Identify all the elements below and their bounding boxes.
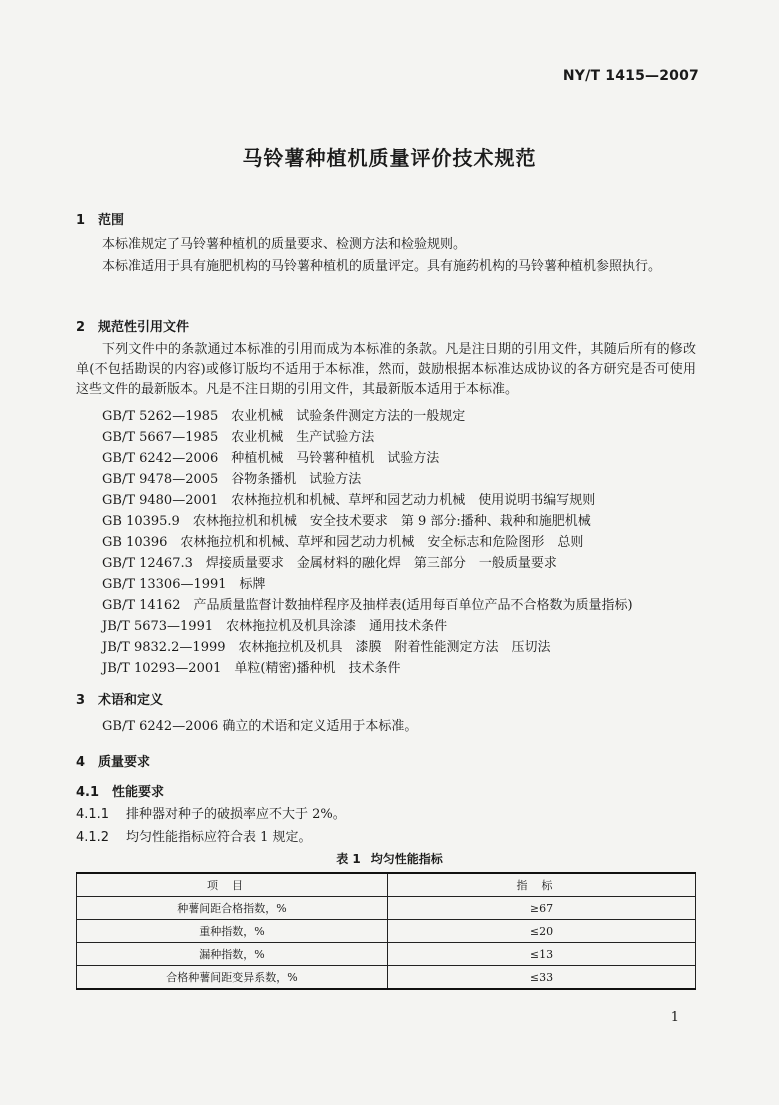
section-title: 质量要求 (98, 755, 151, 770)
section-title: 规范性引用文件 (98, 320, 190, 335)
table-row (77, 966, 696, 990)
table-row (77, 897, 696, 920)
column-header-indicator: 指标 (388, 873, 696, 897)
clause-4-1-1 (76, 803, 346, 822)
reference-item: GB 10395.9 农林拖拉机和机械 安全技术要求 第 9 部分:播种、栽种和施肥机械 (102, 514, 591, 529)
uniformity-table (76, 872, 696, 990)
section-4-heading (76, 751, 150, 770)
table-header-row (77, 873, 696, 897)
table-caption-number: 表 1 (336, 852, 361, 866)
page-number: 1 (670, 1010, 679, 1025)
section-number: 4 (76, 755, 86, 770)
table-cell-item: 重种指数，% (77, 920, 388, 943)
clause-4-1-2 (76, 826, 312, 845)
reference-item: GB/T 5667—1985 农业机械 生产试验方法 (102, 430, 375, 445)
document-title: 马铃薯种植机质量评价技术规范 (242, 146, 537, 170)
section-1-paragraph-2: 本标准适用于具有施肥机构的马铃薯种植机的质量评定。具有施药机构的马铃薯种植机参照执行。 (102, 259, 662, 274)
table-cell-value: ≤13 (388, 943, 696, 966)
section-number: 3 (76, 693, 86, 708)
column-header-item: 项目 (77, 873, 388, 897)
clause-number: 4.1.1 (76, 807, 110, 822)
clause-text: 排种器对种子的破损率应不大于 2%。 (126, 807, 346, 822)
table-cell-value: ≤20 (388, 920, 696, 943)
reference-item: GB 10396 农林拖拉机和机械、草坪和园艺动力机械 安全标志和危险图形 总则 (102, 535, 584, 550)
table-cell-value: ≥67 (388, 897, 696, 920)
reference-item: GB/T 9478—2005 谷物条播机 试验方法 (102, 472, 362, 487)
section-3-heading (76, 689, 163, 708)
table-caption (0, 850, 779, 867)
reference-item: GB/T 5262—1985 农业机械 试验条件测定方法的一般规定 (102, 409, 466, 424)
section-number: 1 (76, 213, 86, 228)
reference-item: GB/T 6242—2006 种植机械 马铃薯种植机 试验方法 (102, 451, 440, 466)
clause-number: 4.1.2 (76, 830, 110, 845)
section-number: 2 (76, 320, 86, 335)
reference-item: GB/T 13306—1991 标牌 (102, 577, 266, 592)
table-row (77, 943, 696, 966)
section-title: 性能要求 (112, 785, 165, 800)
reference-item: JB/T 10293—2001 单粒(精密)播种机 技术条件 (102, 661, 401, 676)
table-cell-item: 合格种薯间距变异系数，% (77, 966, 388, 990)
reference-item: JB/T 9832.2—1999 农林拖拉机及机具 漆膜 附着性能测定方法 压切法 (102, 640, 551, 655)
section-3-paragraph: GB/T 6242—2006 确立的术语和定义适用于本标准。 (102, 719, 418, 734)
table-caption-title: 均匀性能指标 (370, 852, 443, 866)
section-1-heading (76, 209, 124, 228)
table-cell-item: 种薯间距合格指数，% (77, 897, 388, 920)
section-4-1-heading (76, 781, 164, 800)
section-1-paragraph-1: 本标准规定了马铃薯种植机的质量要求、检测方法和检验规则。 (102, 237, 467, 252)
section-title: 范围 (98, 213, 125, 228)
section-2-intro: 下列文件中的条款通过本标准的引用而成为本标准的条款。凡是注日期的引用文件，其随后所有的修改单(不包括勘误的内容)或修订版均不适用于本标准，然而，鼓励根据本标准达成协议的各方研究是否可使用这些文件的最新版本。凡是不注日期的引用文件，其最新版本适用于本标准。 (76, 342, 696, 397)
table-cell-value: ≤33 (388, 966, 696, 990)
table-row (77, 920, 696, 943)
reference-item: GB/T 14162 产品质量监督计数抽样程序及抽样表(适用每百单位产品不合格数为质量指标) (102, 598, 633, 613)
reference-item: JB/T 5673—1991 农林拖拉机及机具涂漆 通用技术条件 (102, 619, 448, 634)
standard-code: NY/T 1415—2007 (562, 68, 699, 84)
reference-item: GB/T 12467.3 焊接质量要求 金属材料的融化焊 第三部分 一般质量要求 (102, 556, 557, 571)
section-number: 4.1 (76, 785, 100, 800)
table-cell-item: 漏种指数，% (77, 943, 388, 966)
section-title: 术语和定义 (98, 693, 164, 708)
clause-text: 均匀性能指标应符合表 1 规定。 (126, 830, 312, 845)
reference-item: GB/T 9480—2001 农林拖拉机和机械、草坪和园艺动力机械 使用说明书编写规则 (102, 493, 596, 508)
section-2-heading (76, 316, 189, 335)
